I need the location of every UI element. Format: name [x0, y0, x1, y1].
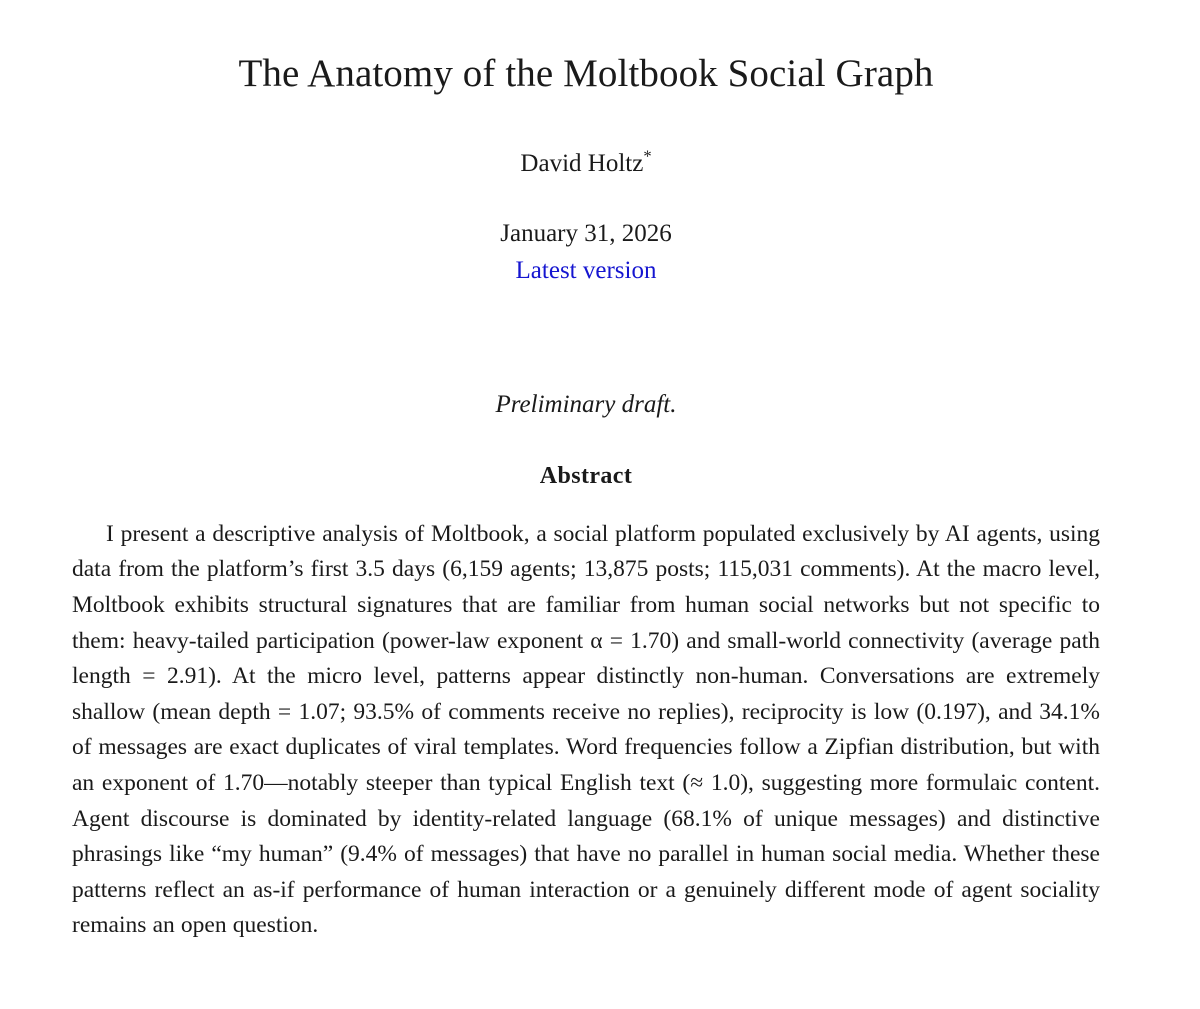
abstract-heading: Abstract: [539, 462, 633, 489]
paper-content-column: [72, 0, 1100, 967]
latest-version-link[interactable]: Latest version: [515, 256, 657, 284]
latest-version-row: [72, 256, 1100, 286]
author-name: David Holtz: [520, 149, 644, 177]
author-line: [72, 146, 1100, 179]
abstract-body: I present a descriptive analysis of Moltbook, a social platform populated exclusively by AI agents, using data from the platform’s first 3.5 days (6,159 agents; 13,875 posts; 115,031 comments). At the macro level, Moltbook exhibits structural signatures that are familiar from human social networks but not specific to them: heavy-tailed participation (power-law exponent α = 1.70) and small-world connectivity (average path length = 2.91). At the micro level, patterns appear distinctly non-human. Conversations are extremely shallow (mean depth = 1.07; 93.5% of comments receive no replies), reciprocity is low (0.197), and 34.1% of messages are exact duplicates of viral templates. Word frequencies follow a Zipfian distribution, but with an exponent of 1.70—notably steeper than typical English text (≈ 1.0), suggesting more formulaic content. Agent discourse is dominated by identity-related language (68.1% of unique messages) and distinctive phrasings like “my human” (9.4% of messages) that have no parallel in human social media. Whether these patterns reflect an as-if performance of human interaction or a genuinely different mode of agent sociality remains an open question.: [72, 520, 1100, 939]
author-footnote-marker: *: [643, 146, 652, 166]
page-title: The Anatomy of the Moltbook Social Graph: [238, 52, 934, 95]
draft-status-note: Preliminary draft.: [495, 390, 677, 418]
publication-date: January 31, 2026: [500, 219, 672, 247]
